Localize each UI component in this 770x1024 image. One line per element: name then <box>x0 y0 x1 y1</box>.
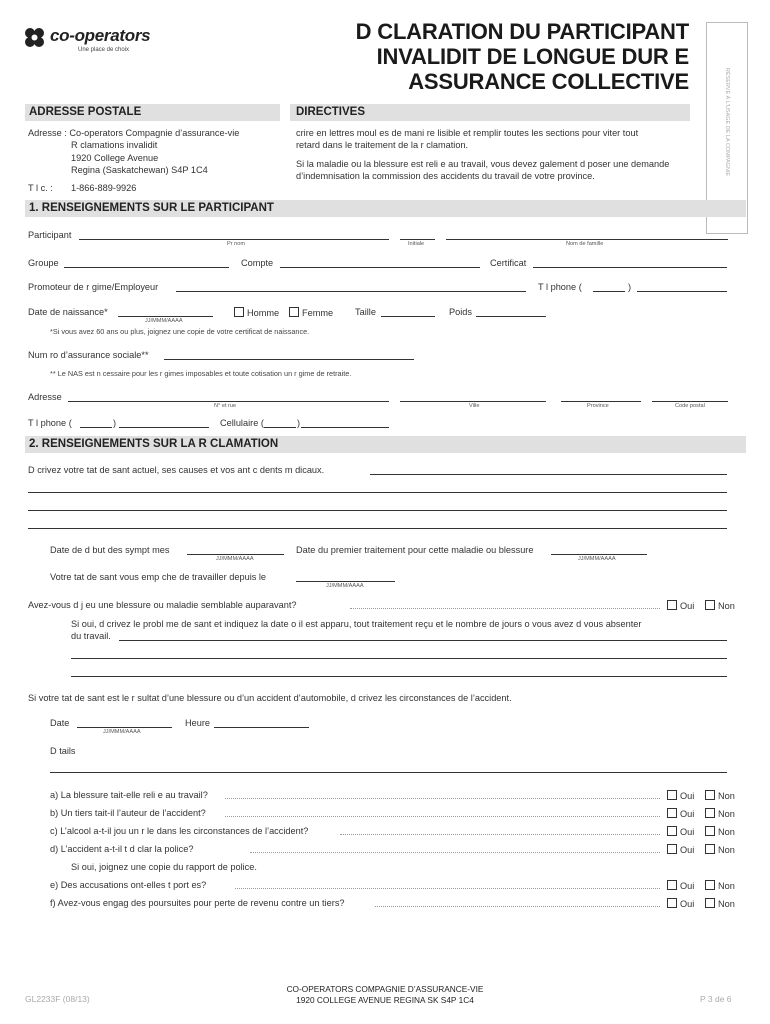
compte-label: Compte <box>241 258 274 268</box>
qa-oui-checkbox[interactable] <box>667 790 677 800</box>
nas-field[interactable] <box>164 359 414 360</box>
qe-non-checkbox[interactable] <box>705 880 715 890</box>
femme-checkbox[interactable] <box>289 307 299 317</box>
health-description-line-1[interactable] <box>370 474 727 475</box>
sioui-answer-line-2[interactable] <box>71 658 727 659</box>
logo-tagline: Une place de choix <box>78 47 130 53</box>
sioui-line-2: du travail. <box>71 631 111 641</box>
question-d-note: Si oui, joignez une copie du rapport de police. <box>71 862 257 872</box>
adresse-province-field[interactable] <box>561 401 641 402</box>
non-label: Non <box>718 827 735 837</box>
telephone2-label: T l phone ( <box>28 418 72 428</box>
section-1-bar <box>25 200 746 217</box>
question-c: c) L’alcool a-t-il jou un r le dans les circonstances de l’accident? <box>50 826 309 836</box>
taille-label: Taille <box>355 307 376 317</box>
empeche-label: Votre tat de sant vous emp che de travailler depuis le <box>50 572 267 582</box>
dob-label: Date de naissance* <box>28 307 108 317</box>
directives-p2a: Si la maladie ou la blessure est reli e au travail, vous devez galement d poser une demande <box>296 159 670 169</box>
telephone-area-field[interactable] <box>593 291 625 292</box>
page-number: P 3 de 6 <box>700 994 732 1004</box>
question-b-leader <box>225 816 660 817</box>
non-label: Non <box>718 601 735 611</box>
section-2-bar <box>25 436 746 453</box>
avez-oui-checkbox[interactable] <box>667 600 677 610</box>
initiale-caption: Initiale <box>408 241 425 247</box>
premier-format: JJ/MMM/AAAA <box>578 556 616 562</box>
sioui-answer-line-1[interactable] <box>119 640 727 641</box>
oui-label: Oui <box>680 791 695 801</box>
details-field[interactable] <box>50 772 727 773</box>
telephone-number-field[interactable] <box>637 291 727 292</box>
oui-label: Oui <box>680 845 695 855</box>
footer-company-line-1: CO-OPERATORS COMPAGNIE D’ASSURANCE-VIE <box>286 984 484 994</box>
debut-format: JJ/MMM/AAAA <box>216 556 254 562</box>
oui-label: Oui <box>680 601 695 611</box>
postal-tel-value: 1-866-889-9926 <box>71 183 137 193</box>
question-c-leader <box>340 834 660 835</box>
health-description-line-4[interactable] <box>28 528 727 529</box>
debut-field[interactable] <box>187 554 284 555</box>
details-label: D tails <box>50 746 76 756</box>
telephone-label: T l phone ( <box>538 282 582 292</box>
logo-text: co-operators <box>50 26 151 45</box>
taille-field[interactable] <box>381 316 435 317</box>
non-label: Non <box>718 881 735 891</box>
section-1-title: 1. RENSEIGNEMENTS SUR LE PARTICIPANT <box>29 202 274 214</box>
health-description-line-2[interactable] <box>28 492 727 493</box>
qc-oui-checkbox[interactable] <box>667 826 677 836</box>
debut-label: Date de d but des sympt mes <box>50 545 170 555</box>
adresse-postal-field[interactable] <box>652 401 728 402</box>
co-operators-leaf-icon <box>22 26 48 50</box>
qc-non-checkbox[interactable] <box>705 826 715 836</box>
question-d: d) L’accident a-t-il t d clar la police? <box>50 844 194 854</box>
qa-non-checkbox[interactable] <box>705 790 715 800</box>
telephone-paren: ) <box>628 282 632 292</box>
non-label: Non <box>718 809 735 819</box>
telephone2-number-field[interactable] <box>119 427 209 428</box>
nas-note: ** Le NAS est n cessaire pour les r gimes imposables et toute cotisation un r gime de retraite. <box>50 369 352 378</box>
avez-non[interactable] <box>705 600 735 611</box>
directives-p1b: retard dans le traitement de la r clamation. <box>296 140 469 150</box>
cellulaire-number-field[interactable] <box>301 427 389 428</box>
participant-firstname-field[interactable] <box>79 239 389 240</box>
qd-non[interactable] <box>705 844 735 855</box>
postal-line-4: Regina (Saskatchewan) S4P 1C4 <box>71 165 208 175</box>
province-caption: Province <box>587 403 609 409</box>
postal-heading: ADRESSE POSTALE <box>29 106 142 118</box>
question-a: a) La blessure tait-elle reli e au travail? <box>50 790 208 800</box>
form-code: GL2233F (08/13) <box>25 994 90 1004</box>
accident-date-format: JJ/MMM/AAAA <box>103 729 141 735</box>
qf-oui-checkbox[interactable] <box>667 898 677 908</box>
section-2-title: 2. RENSEIGNEMENTS SUR LA R CLAMATION <box>29 438 279 450</box>
postal-line-1: Adresse : Co-operators Compagnie d’assurance-vie <box>28 128 240 138</box>
non-label: Non <box>718 899 735 909</box>
sivotre-label: Si votre tat de sant est le r sultat d’une blessure ou d’un accident d’automobile, d crivez les circonstances de l’accident. <box>28 693 512 703</box>
accident-date-field[interactable] <box>77 727 172 728</box>
avez-non-checkbox[interactable] <box>705 600 715 610</box>
promoteur-field[interactable] <box>176 291 526 292</box>
accident-date-label: Date <box>50 718 70 728</box>
title-line-1: D CLARATION DU PARTICIPANT <box>355 19 689 44</box>
title-line-2: INVALIDIT DE LONGUE DUR E <box>376 44 689 69</box>
question-e: e) Des accusations ont-elles t port es? <box>50 880 207 890</box>
groupe-label: Groupe <box>28 258 59 268</box>
code-postal-caption: Code postal <box>675 403 705 409</box>
dob-field[interactable] <box>118 316 213 317</box>
qd-non-checkbox[interactable] <box>705 844 715 854</box>
qf-oui[interactable] <box>667 898 694 909</box>
homme-label: Homme <box>247 308 280 318</box>
footer-company-line-2: 1920 COLLEGE AVENUE REGINA SK S4P 1C4 <box>296 995 474 1005</box>
non-label: Non <box>718 845 735 855</box>
prenom-caption: Pr nom <box>227 241 246 247</box>
directives-p2b: d’indemnisation la commission des accidents du travail de votre province. <box>296 171 595 181</box>
qb-non[interactable] <box>705 808 735 819</box>
cellulaire-label: Cellulaire ( <box>220 418 264 428</box>
femme-label: Femme <box>302 308 334 318</box>
poids-field[interactable] <box>476 316 546 317</box>
postal-header-bar <box>25 104 280 121</box>
sioui-answer-line-3[interactable] <box>71 676 727 677</box>
postal-line-2: R clamations invalidit <box>71 140 158 150</box>
qc-non[interactable] <box>705 826 735 837</box>
homme-checkbox[interactable] <box>234 307 244 317</box>
ville-caption: Ville <box>469 403 480 409</box>
postal-line-3: 1920 College Avenue <box>71 153 159 163</box>
certificat-label: Certificat <box>490 258 527 268</box>
question-f: f) Avez-vous engag des poursuites pour perte de revenu contre un tiers? <box>50 898 345 908</box>
logo <box>22 24 152 58</box>
certificat-field[interactable] <box>533 267 727 268</box>
qb-non-checkbox[interactable] <box>705 808 715 818</box>
question-b: b) Un tiers tait-il l’auteur de l’accident? <box>50 808 206 818</box>
qa-oui[interactable] <box>667 790 694 801</box>
company-use-label: RÉSERVÉ À L'USAGE DE LA COMPAGNIE <box>724 67 730 177</box>
qe-oui[interactable] <box>667 880 694 891</box>
title-line-3: ASSURANCE COLLECTIVE <box>408 69 689 94</box>
homme-option[interactable] <box>234 307 279 318</box>
adresse-city-field[interactable] <box>400 401 546 402</box>
telephone2-area-field[interactable] <box>80 427 112 428</box>
empeche-field[interactable] <box>296 581 395 582</box>
non-label: Non <box>718 791 735 801</box>
directives-p1a: crire en lettres moul es de mani re lisible et remplir toutes les sections pour viter tout <box>296 128 639 138</box>
avez-leader <box>350 608 660 609</box>
groupe-field[interactable] <box>64 267 229 268</box>
qf-non[interactable] <box>705 898 735 909</box>
qc-oui[interactable] <box>667 826 694 837</box>
question-f-leader <box>375 906 660 907</box>
decrire-label: D crivez votre tat de sant actuel, ses causes et vos ant c dents m dicaux. <box>28 465 325 475</box>
oui-label: Oui <box>680 881 695 891</box>
femme-option[interactable] <box>289 307 333 318</box>
question-e-leader <box>235 888 660 889</box>
question-a-leader <box>225 798 660 799</box>
heure-label: Heure <box>185 718 211 728</box>
telephone2-paren: ) <box>113 418 117 428</box>
qe-oui-checkbox[interactable] <box>667 880 677 890</box>
nas-label: Num ro d’assurance sociale** <box>28 350 149 360</box>
promoteur-label: Promoteur de r gime/Employeur <box>28 282 159 292</box>
compte-field[interactable] <box>280 267 480 268</box>
qa-non[interactable] <box>705 790 735 801</box>
cellulaire-paren: ) <box>297 418 301 428</box>
participant-lastname-field[interactable] <box>446 239 728 240</box>
oui-label: Oui <box>680 827 695 837</box>
poids-label: Poids <box>449 307 472 317</box>
heure-field[interactable] <box>214 727 309 728</box>
directives-heading: DIRECTIVES <box>296 106 366 118</box>
oui-label: Oui <box>680 809 695 819</box>
nom-caption: Nom de famille <box>566 241 604 247</box>
participant-label: Participant <box>28 230 72 240</box>
qe-non[interactable] <box>705 880 735 891</box>
note-60-ans: *Si vous avez 60 ans ou plus, joignez une copie de votre certificat de naissance. <box>50 327 310 336</box>
qf-non-checkbox[interactable] <box>705 898 715 908</box>
qd-oui[interactable] <box>667 844 694 855</box>
dob-format: JJ/MMM/AAAA <box>145 318 183 324</box>
qd-oui-checkbox[interactable] <box>667 844 677 854</box>
premier-label: Date du premier traitement pour cette maladie ou blessure <box>296 545 534 555</box>
adresse-label: Adresse <box>28 392 62 402</box>
qb-oui[interactable] <box>667 808 694 819</box>
avez-oui[interactable] <box>667 600 694 611</box>
sioui-line-1: Si oui, d crivez le probl me de sant et indiquez la date o il est apparu, tout traitement reçu et le nombre de jours o vous avez d vous absenter <box>71 619 642 629</box>
cellulaire-area-field[interactable] <box>264 427 296 428</box>
postal-tel-label: T l c. : <box>28 183 53 193</box>
question-d-leader <box>250 852 660 853</box>
adresse-street-field[interactable] <box>68 401 389 402</box>
empeche-format: JJ/MMM/AAAA <box>326 583 364 589</box>
participant-initial-field[interactable] <box>400 239 435 240</box>
directives-header-bar <box>290 104 690 121</box>
premier-field[interactable] <box>551 554 647 555</box>
health-description-line-3[interactable] <box>28 510 727 511</box>
qb-oui-checkbox[interactable] <box>667 808 677 818</box>
avez-question: Avez-vous d j eu une blessure ou maladie semblable auparavant? <box>28 600 297 610</box>
no-rue-caption: N° et rue <box>214 403 237 409</box>
oui-label: Oui <box>680 899 695 909</box>
